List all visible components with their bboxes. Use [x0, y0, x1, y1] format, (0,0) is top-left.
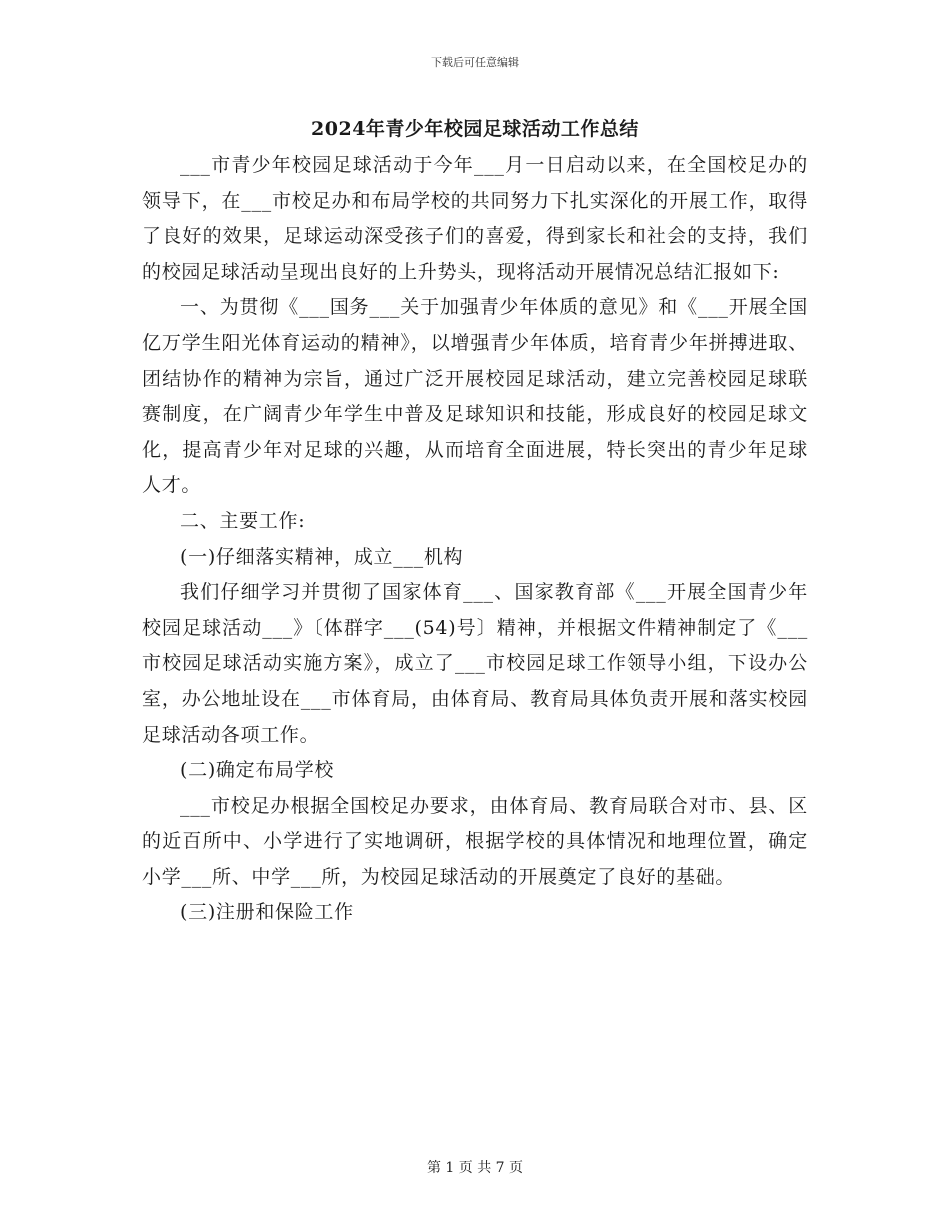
- heading-main-work: 二、主要工作:: [180, 509, 306, 532]
- header-note: 下载后可任意编辑: [431, 56, 519, 69]
- document-title: 2024年青少年校园足球活动工作总结: [311, 118, 639, 140]
- subheading-3: (三)注册和保险工作: [180, 901, 354, 924]
- subheading-2: (二)确定布局学校: [180, 759, 335, 782]
- paragraph-subsection-2: ___市校足办根据全国校足办要求，由体育局、教育局联合对市、县、区的近百所中、小学进行了实地调研，根据学校的具体情况和地理位置，确定小学___所、中学___所，为校园足球活动的开展奠定了良好的基础。: [142, 794, 808, 888]
- paragraph-intro: ___市青少年校园足球活动于今年___月一日启动以来，在全国校足办的领导下，在___市校足办和布局学校的共同努力下扎实深化的开展工作，取得了良好的效果，足球运动深受孩子们的喜爱，得到家长和社会的支持，我们的校园足球活动呈现出良好的上升势头，现将活动开展情况总结汇报如下:: [142, 154, 808, 283]
- subheading-1: (一)仔细落实精神，成立___机构: [180, 545, 464, 568]
- document-body: [142, 148, 808, 931]
- paragraph-section-1: 一、为贯彻《___国务___关于加强青少年体质的意见》和《___开展全国亿万学生阳光体育运动的精神》，以增强青少年体质，培育青少年拼搏进取、团结协作的精神为宗旨，通过广泛开展校园足球活动，建立完善校园足球联赛制度，在广阔青少年学生中普及足球知识和技能，形成良好的校园足球文化，提高青少年对足球的兴趣，从而培育全面进展，特长突出的青少年足球人才。: [142, 296, 808, 497]
- paragraph-subsection-1: 我们仔细学习并贯彻了国家体育___、国家教育部《___开展全国青少年校园足球活动___》〔体群字___(54)号〕精神，并根据文件精神制定了《___市校园足球活动实施方案》，成立了___市校园足球工作领导小组，下设办公室，办公地址设在___市体育局，由体育局、教育局具体负责开展和落实校园足球活动各项工作。: [142, 581, 808, 746]
- page-indicator: 第 1 页 共 7 页: [426, 1160, 524, 1176]
